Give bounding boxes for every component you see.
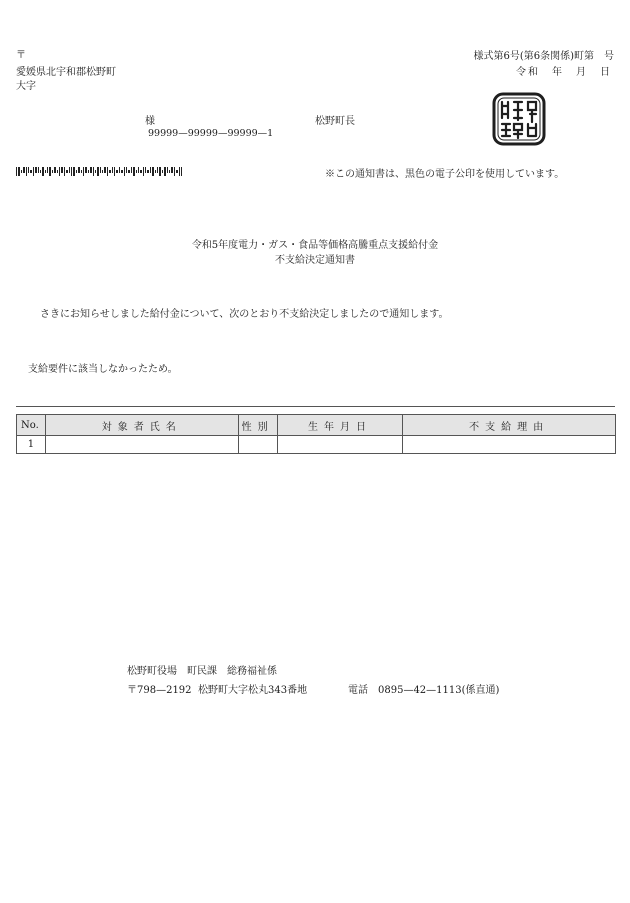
official-seal-icon (492, 92, 546, 146)
form-id: 様式第6号(第6条関係)町第 号 (473, 51, 614, 62)
table-row (17, 436, 616, 454)
contact-office: 松野町役場 町民課 総務福祉係 (127, 666, 277, 677)
divider (16, 406, 615, 407)
non-payment-reason: 支給要件に該当しなかったため。 (28, 364, 178, 375)
honorific: 様 (145, 116, 155, 127)
seal-notice: ※この通知書は、黒色の電子公印を使用しています。 (325, 169, 565, 180)
column-header-reason: 不支給理由 (403, 415, 616, 436)
issue-date: 令和 年 月 日 (516, 67, 612, 78)
cell-birthdate (277, 436, 403, 454)
contact-address: 松野町大字松丸343番地 (198, 685, 308, 696)
contact-phone: 電話 0895—42—1113(係直通) (348, 685, 500, 696)
table-header-row (17, 415, 616, 436)
issuer-name: 松野町長 (315, 116, 355, 127)
recipient-table (16, 414, 616, 454)
column-header-no: No. (17, 415, 46, 436)
cell-reason (403, 436, 616, 454)
cell-sex (238, 436, 277, 454)
document-title-line-1: 令和5年度電力・ガス・食品等価格高騰重点支援給付金 (191, 240, 439, 251)
column-header-name: 対象者氏名 (45, 415, 238, 436)
document-title-line-2: 不支給決定通知書 (275, 255, 355, 266)
customer-barcode (16, 167, 182, 176)
postal-mark: 〒 (16, 50, 26, 61)
contact-postal: 〒798—2192 (127, 685, 192, 696)
column-header-sex: 性別 (238, 415, 277, 436)
column-header-birthdate: 生年月日 (277, 415, 403, 436)
cell-name (45, 436, 238, 454)
address-line-1: 愛媛県北宇和郡松野町 (16, 67, 116, 78)
address-line-2: 大字 (16, 81, 36, 92)
recipient-code: 99999—99999—99999—1 (148, 128, 274, 139)
notice-intro: さきにお知らせしました給付金について、次のとおり不支給決定しましたので通知します。 (40, 309, 449, 320)
cell-no: 1 (17, 436, 46, 454)
